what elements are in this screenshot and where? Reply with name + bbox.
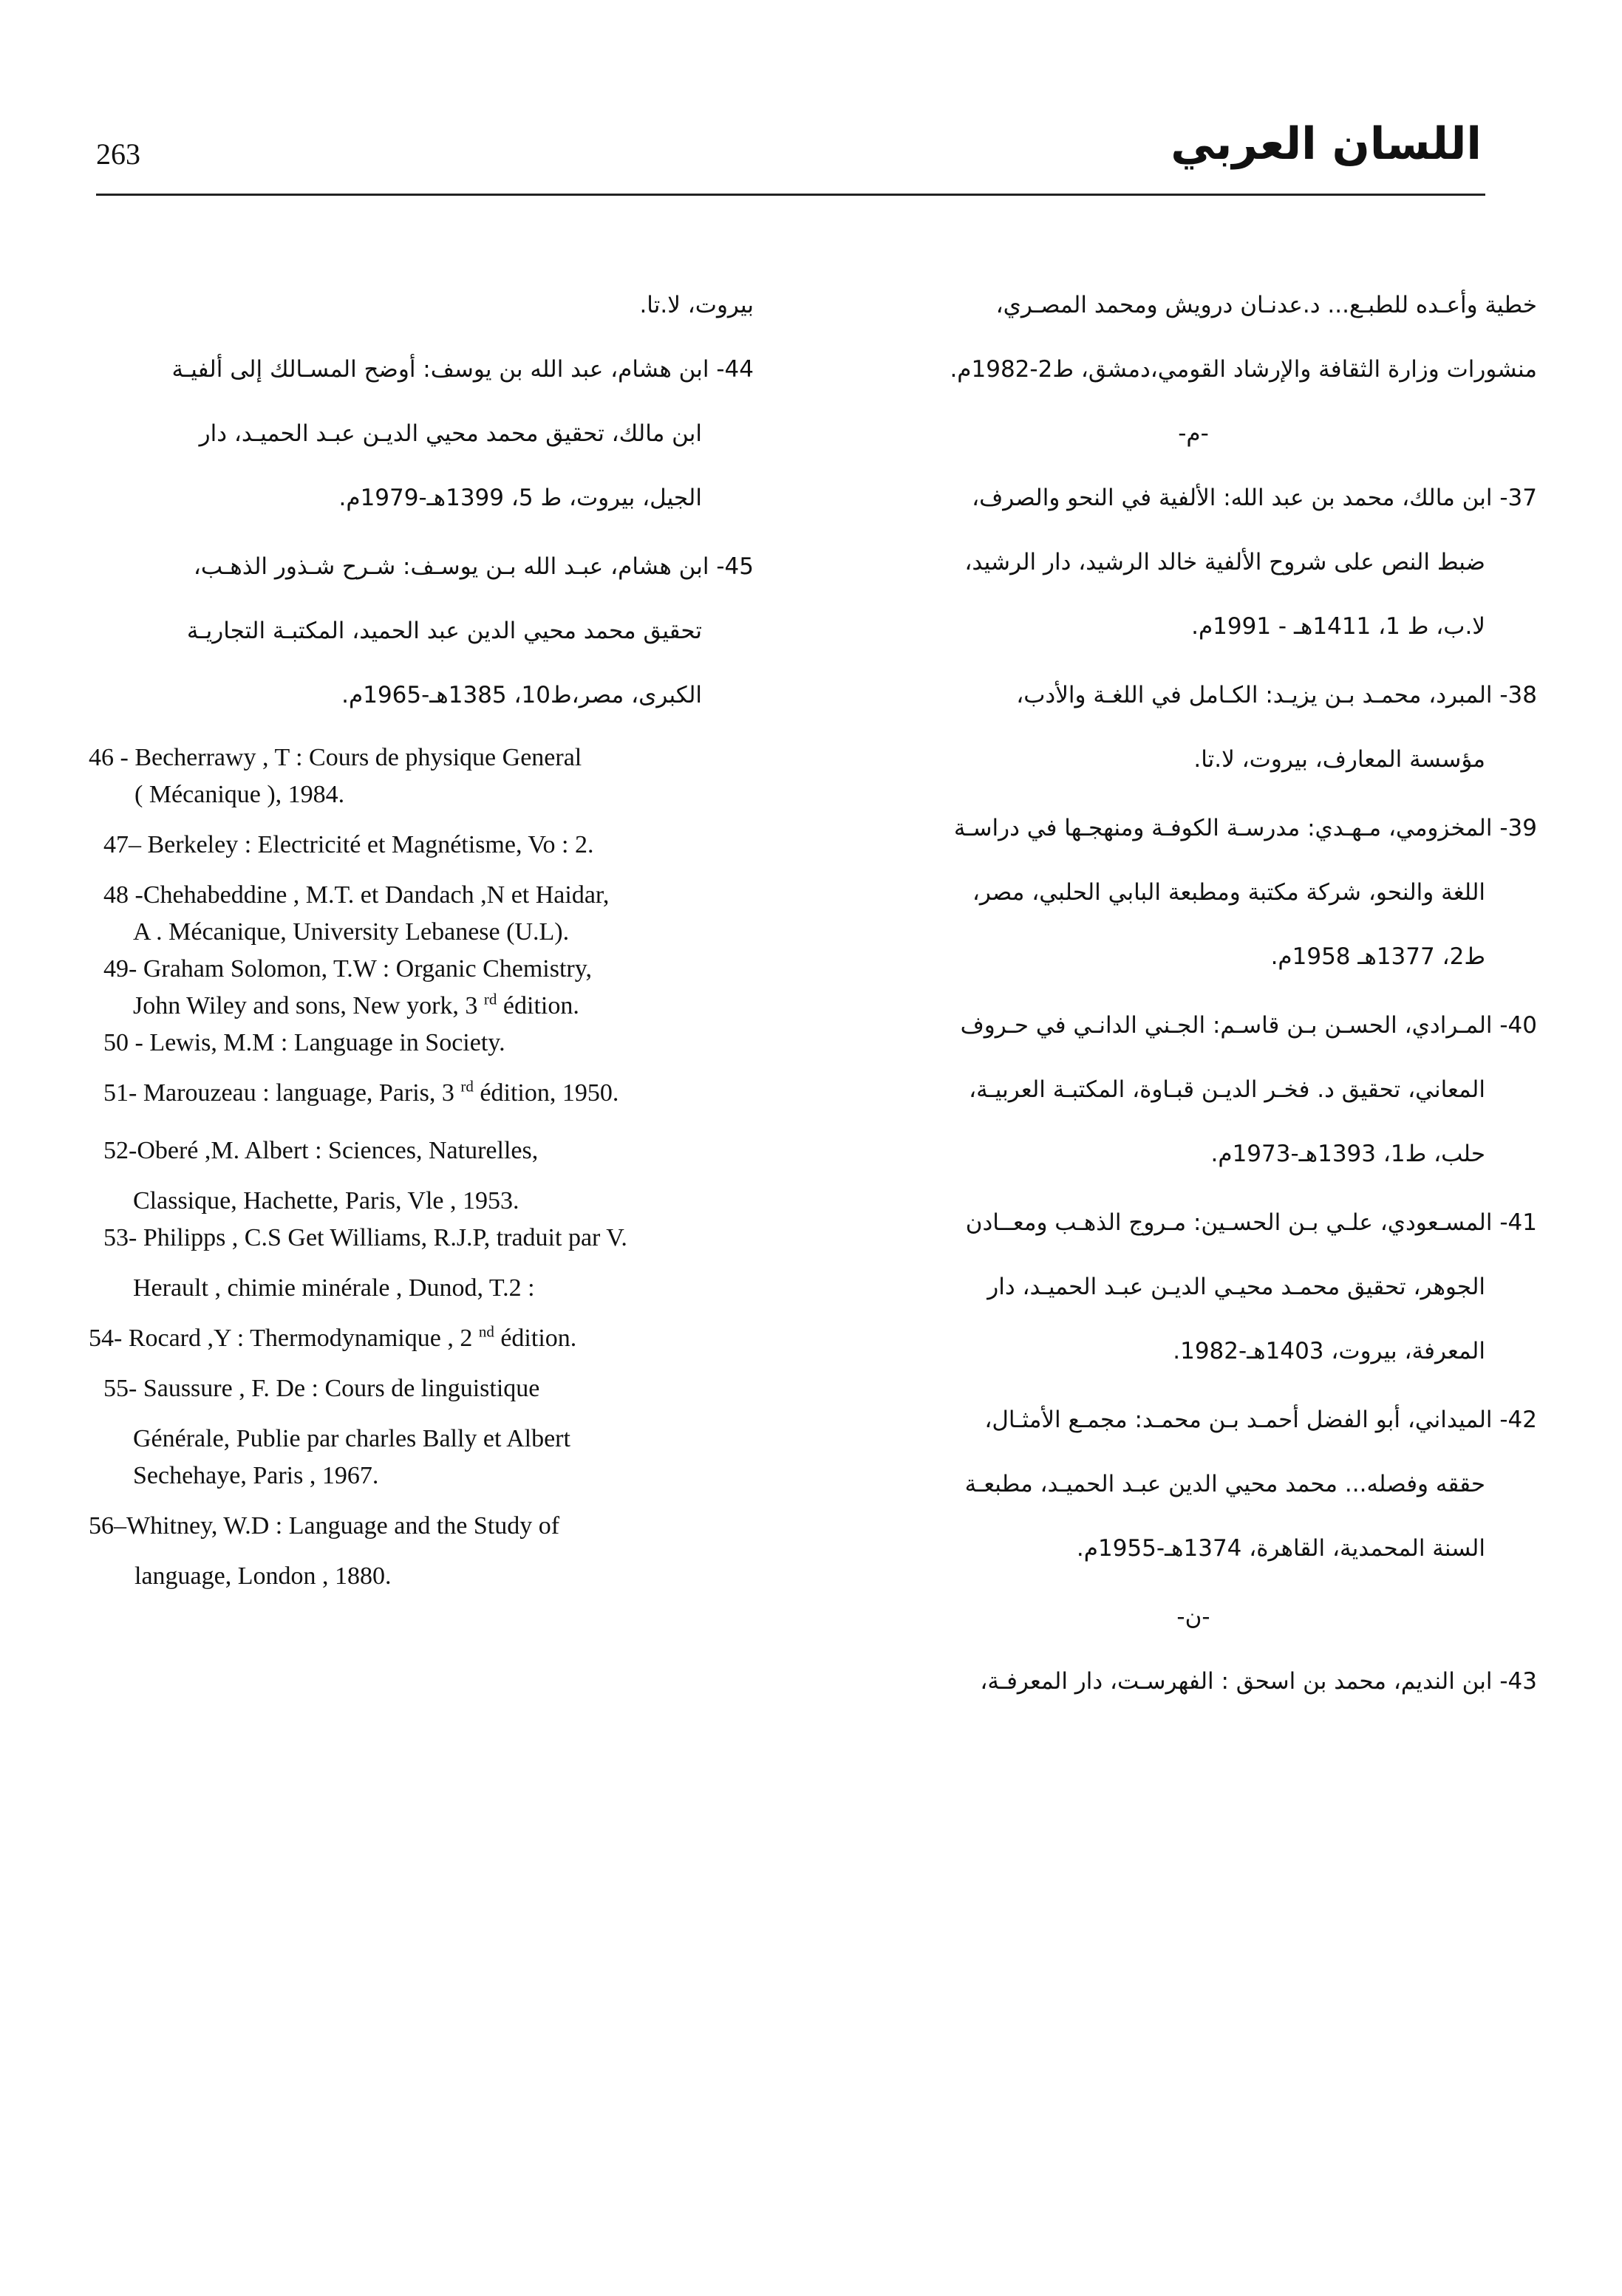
reference-entry — [89, 338, 754, 530]
reference-line: ابن مالك، تحقيق محمد محيي الديـن عبـد الحميـد، دار — [199, 420, 702, 447]
reference-line: اللغة والنحو، شركة مكتبة ومطبعة البابي الحلبي، مصر، — [972, 879, 1485, 906]
reference-entry — [850, 994, 1537, 1186]
reference-entry — [89, 1025, 754, 1062]
reference-line: ط2، 1377هـ 1958م. — [1270, 943, 1485, 970]
section-letter: -ن- — [1176, 1604, 1210, 1630]
reference-entry — [89, 1320, 754, 1357]
reference-line: A . Mécanique, University Lebanese (U.L). — [133, 918, 570, 946]
page-number: 263 — [96, 137, 140, 171]
reference-line: الكبرى، مصر،ط10، 1385هـ-1965م. — [341, 682, 702, 708]
reference-line: 38- المبرد، محمـد بـن يزيـد: الكـامل في اللغـة والأدب، — [1016, 682, 1537, 708]
reference-line: 51- Marouzeau : language, Paris, 3 — [103, 1079, 454, 1107]
right-column — [850, 273, 1537, 1714]
reference-entry — [850, 466, 1537, 659]
reference-entry — [89, 877, 754, 951]
reference-line: 41- المسـعودي، علـي بـن الحسـين: مـروج الذهـب ومعــادن — [965, 1209, 1537, 1236]
reference-line: édition. — [497, 992, 579, 1019]
reference-line: John Wiley and sons, New york, 3 — [133, 992, 478, 1019]
reference-entry — [850, 663, 1537, 792]
reference-line: Générale, Publie par charles Bally et Albert — [133, 1425, 570, 1452]
reference-line: 50 - Lewis, M.M : Language in Society. — [103, 1029, 505, 1056]
reference-entry — [850, 796, 1537, 989]
reference-line: ضبط النص على شروح الألفية خالد الرشيد، دار الرشيد، — [964, 549, 1485, 575]
reference-entry — [89, 1370, 754, 1494]
reference-line: مؤسسة المعارف، بيروت، لا.تا. — [1193, 746, 1485, 773]
reference-line: السنة المحمدية، القاهرة، 1374هـ-1955م. — [1076, 1535, 1485, 1562]
header-divider — [96, 194, 1485, 196]
reference-line: المعرفة، بيروت، 1403هـ-1982. — [1173, 1338, 1485, 1364]
reference-line: 44- ابن هشام، عبد الله بن يوسف: أوضح المسـالك إلى ألفيـة — [171, 356, 754, 383]
reference-line: 48 -Chehabeddine , M.T. et Dandach ,N et Haidar, — [103, 881, 610, 909]
reference-entry — [89, 535, 754, 728]
reference-line: 54- Rocard ,Y : Thermodynamique , 2 — [89, 1325, 473, 1352]
superscript: rd — [483, 990, 497, 1008]
reference-entry — [89, 827, 754, 864]
reference-line: 55- Saussure , F. De : Cours de linguistique — [103, 1375, 540, 1402]
reference-line: language, London , 1880. — [134, 1562, 392, 1590]
reference-line: لا.ب، ط 1، 1411هـ - 1991م. — [1191, 613, 1485, 640]
reference-line: 40- المـرادي، الحسـن بـن قاسـم: الجـني الدانـي في حـروف — [960, 1012, 1537, 1039]
journal-logo: اللسان العربي — [1171, 118, 1482, 170]
reference-line: édition. — [494, 1325, 577, 1352]
reference-line: 49- Graham Solomon, T.W : Organic Chemistry, — [103, 955, 593, 983]
reference-entry — [89, 1220, 754, 1307]
reference-line: Sechehaye, Paris , 1967. — [133, 1462, 379, 1489]
reference-entry — [89, 1075, 754, 1112]
reference-line: 53- Philipps , C.S Get Williams, R.J.P, traduit par V. — [103, 1224, 627, 1251]
reference-entry — [89, 1508, 754, 1595]
reference-line: Herault , chimie minérale , Dunod, T.2 : — [133, 1274, 535, 1302]
continuation-line: خطية وأعـده للطبـع... د.عدنـان درويش ومحمد المصـري، — [995, 292, 1537, 318]
reference-line: 45- ابن هشام، عبـد الله بـن يوسـف: شـرح شـذور الذهـب، — [193, 553, 754, 580]
reference-entry — [89, 951, 754, 1025]
reference-line: 47– Berkeley : Electricité et Magnétisme, Vo : 2. — [103, 831, 594, 858]
reference-line: الجوهر، تحقيق محمـد محيـي الديـن عبـد الحميـد، دار — [987, 1274, 1485, 1300]
section-letter: -م- — [1178, 420, 1209, 447]
continuation-line: بيروت، لا.تا. — [639, 292, 754, 318]
reference-line: الجيل، بيروت، ط 5، 1399هـ-1979م. — [338, 485, 702, 511]
reference-line: المعاني، تحقيق د. فخـر الديـن قبـاوة، المكتبـة العربيـة، — [969, 1076, 1485, 1103]
reference-line: تحقيق محمد محيي الدين عبد الحميد، المكتبـة التجاريـة — [186, 618, 702, 644]
reference-entry — [89, 1132, 754, 1220]
continuation-line: منشورات وزارة الثقافة والإرشاد القومي،دمشق، ط2-1982م. — [950, 356, 1537, 383]
reference-line: 46 - Becherrawy , T : Cours de physique General — [89, 744, 582, 771]
reference-line: édition, 1950. — [473, 1079, 619, 1107]
reference-line: ( Mécanique ), 1984. — [134, 781, 345, 808]
superscript: nd — [478, 1322, 494, 1341]
reference-line: 52-Oberé ,M. Albert : Sciences, Naturelles, — [103, 1137, 539, 1164]
superscript: rd — [460, 1077, 474, 1096]
reference-entry — [850, 1388, 1537, 1581]
reference-entry — [89, 739, 754, 813]
reference-line: 43- ابن النديم، محمد بن اسحق : الفهرسـت، دار المعرفـة، — [980, 1668, 1537, 1695]
reference-line: حققه وفصله... محمد محيي الدين عبـد الحميـد، مطبعـة — [964, 1471, 1485, 1497]
reference-line: 42- الميداني، أبو الفضل أحمـد بـن محمـد: مجمـع الأمثـال، — [984, 1407, 1537, 1433]
reference-line: حلب، ط1، 1393هـ-1973م. — [1210, 1141, 1485, 1167]
reference-entry — [850, 1191, 1537, 1384]
reference-line: 39- المخزومي، مـهـدي: مدرسـة الكوفـة ومنهجـها في دراسـة — [953, 815, 1537, 841]
left-column — [89, 273, 754, 1595]
reference-line: Classique, Hachette, Paris, Vle , 1953. — [133, 1187, 519, 1214]
reference-line: 37- ابن مالك، محمد بن عبد الله: الألفية في النحو والصرف، — [972, 485, 1537, 511]
reference-line: 56–Whitney, W.D : Language and the Study of — [89, 1512, 560, 1540]
